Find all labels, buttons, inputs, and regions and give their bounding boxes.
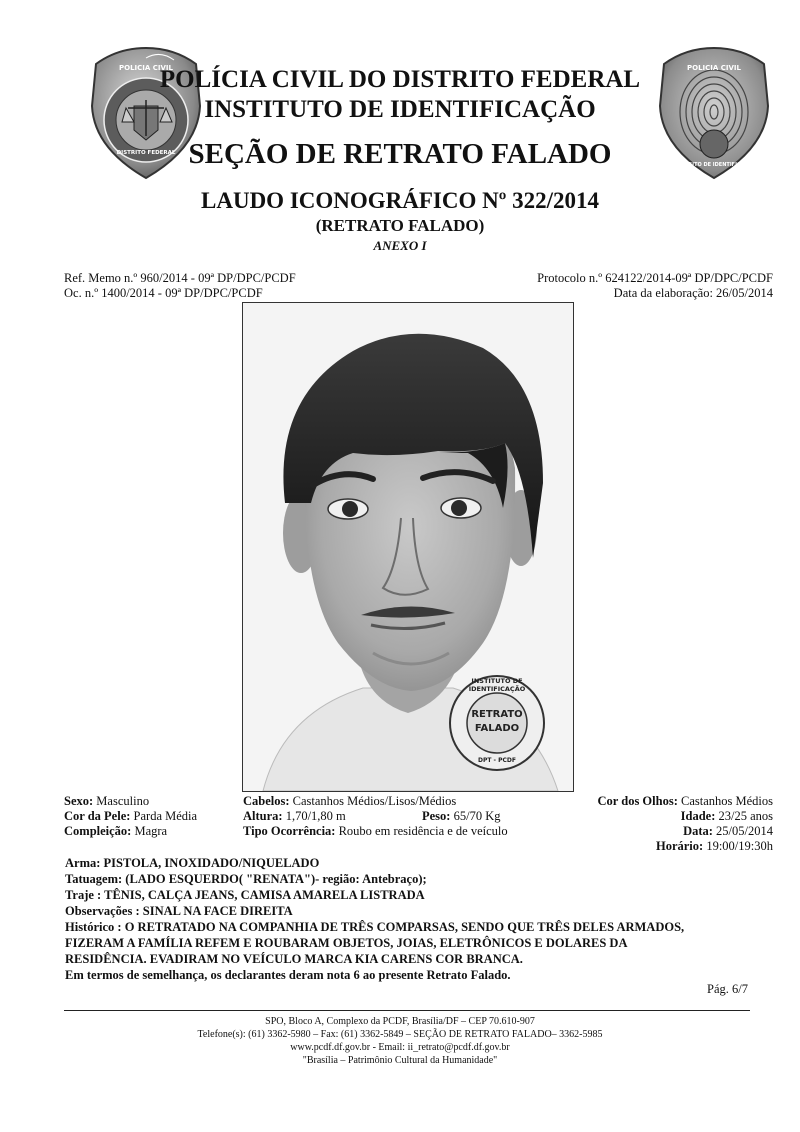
badge-right-top-text: POLICIA CIVIL: [687, 64, 741, 72]
header-institution: POLÍCIA CIVIL DO DISTRITO FEDERAL: [159, 66, 641, 93]
badge-left-top-text: POLICIA CIVIL: [119, 64, 173, 72]
field-horario: Horário: 19:00/19:30h: [655, 839, 773, 853]
body-historico-2: FIZERAM A FAMÍLIA REFEM E ROUBARAM OBJETOS, JOIAS, ELETRÔNICOS E DOLARES DA: [65, 936, 628, 950]
field-data: Data: 25/05/2014: [683, 824, 773, 838]
body-semelhanca: Em termos de semelhança, os declarantes deram nota 6 ao presente Retrato Falado.: [65, 968, 511, 982]
body-historico-3: RESIDÊNCIA. EVADIRAM NO VEÍCULO MARCA KIA CARENS COR BRANCA.: [65, 952, 523, 966]
composite-sketch-portrait: [242, 302, 574, 792]
field-compleicao: Compleição: Magra: [64, 824, 168, 838]
footer-address: SPO, Bloco A, Complexo da PCDF, Brasília/DF – CEP 70.610-907: [265, 1016, 535, 1027]
badge-right-bottom-text: INSTITUTO DE IDENTIFICAÇÃO: [671, 162, 757, 168]
stamp-center-line1: RETRATO: [471, 709, 523, 720]
body-tatuagem: Tatuagem: (LADO ESQUERDO( "RENATA")- região: Antebraço);: [65, 872, 427, 886]
field-cor-pele: Cor da Pele: Parda Média: [64, 809, 198, 823]
field-peso: Peso: 65/70 Kg: [422, 809, 501, 823]
body-historico-1: Histórico : O RETRATADO NA COMPANHIA DE TRÊS COMPARSAS, SENDO QUE TRÊS DELES ARMADOS,: [65, 920, 685, 934]
retrato-falado-stamp: [447, 673, 547, 773]
report-annex: ANEXO I: [373, 238, 427, 253]
stamp-bottom-text: DPT - PCDF: [477, 757, 517, 764]
report-body: [65, 855, 751, 983]
body-observacoes: Observações : SINAL NA FACE DIREITA: [65, 904, 293, 918]
field-tipo-ocorrencia: Tipo Ocorrência: Roubo em residência e de veículo: [243, 824, 508, 838]
body-arma: Arma: PISTOLA, INOXIDADO/NIQUELADO: [65, 856, 320, 870]
field-altura: Altura: 1,70/1,80 m: [243, 809, 346, 823]
field-cabelos: Cabelos: Castanhos Médios/Lisos/Médios: [243, 794, 457, 808]
page-number: Pág. 6/7: [707, 982, 748, 996]
footer-divider: [64, 1010, 750, 1011]
header-institute: INSTITUTO DE IDENTIFICAÇÃO: [204, 96, 596, 123]
header-section: SEÇÃO DE RETRATO FALADO: [188, 138, 612, 170]
ref-oc: Oc. n.º 1400/2014 - 09ª DP/DPC/PCDF: [64, 286, 263, 300]
field-idade: Idade: 23/25 anos: [680, 809, 773, 823]
footer-motto: "Brasília – Patrimônio Cultural da Humanidade": [302, 1055, 498, 1066]
ref-data-elaboracao: Data da elaboração: 26/05/2014: [613, 286, 773, 300]
report-subtitle: (RETRATO FALADO): [315, 216, 485, 235]
stamp-center-line2: FALADO: [474, 723, 520, 734]
ref-memo: Ref. Memo n.º 960/2014 - 09ª DP/DPC/PCDF: [64, 271, 296, 285]
report-title: LAUDO ICONOGRÁFICO Nº 322/2014: [201, 188, 599, 213]
field-sexo: Sexo: Masculino: [64, 794, 150, 808]
body-traje: Traje : TÊNIS, CALÇA JEANS, CAMISA AMARELA LISTRADA: [65, 888, 425, 902]
footer-web-email: www.pcdf.df.gov.br - Email: ii_retrato@pcdf.df.gov.br: [290, 1042, 510, 1053]
stamp-ring-text: INSTITUTO DE IDENTIFICAÇÃO: [468, 677, 526, 693]
footer-phones: Telefone(s): (61) 3362-5980 – Fax: (61) 3362-5849 – SEÇÃO DE RETRATO FALADO– 3362-5985: [197, 1029, 603, 1040]
badge-left-bottom-text: DISTRITO FEDERAL: [116, 150, 176, 156]
ref-protocolo: Protocolo n.º 624122/2014-09ª DP/DPC/PCDF: [537, 271, 773, 285]
field-cor-olhos: Cor dos Olhos: Castanhos Médios: [597, 794, 773, 808]
